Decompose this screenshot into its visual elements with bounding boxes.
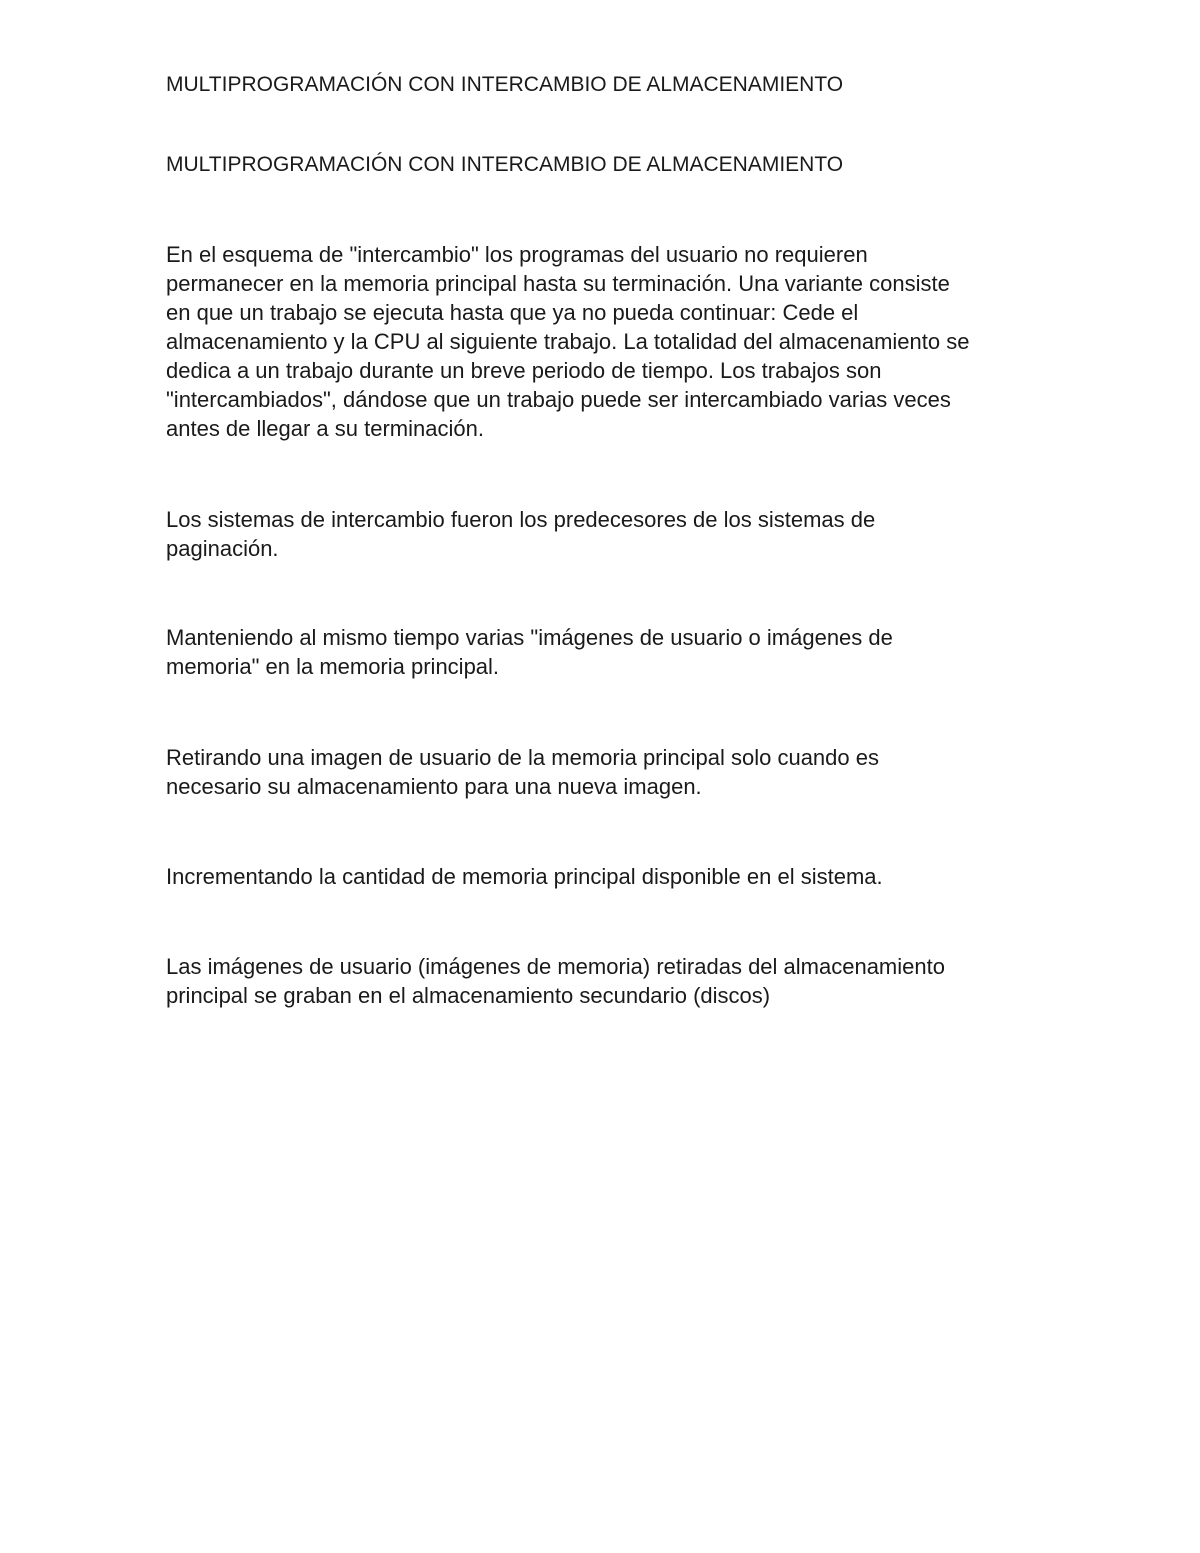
paragraph-predecessors: Los sistemas de intercambio fueron los predecesores de los sistemas de paginación. <box>166 507 876 561</box>
paragraph-user-images: Manteniendo al mismo tiempo varias "imágenes de usuario o imágenes de memoria" en la memoria principal. <box>166 625 893 679</box>
paragraph-intercambio-scheme: En el esquema de "intercambio" los programas del usuario no requieren permanecer en la memoria principal hasta su terminación. Una variante consiste en que un trabajo se ejecuta hasta que ya no pueda continuar: Cede el almacenamiento y la CPU al siguiente trabajo. La totalidad del almacenamiento se dedica a un trabajo durante un breve periodo de tiempo. Los trabajos son "intercambiados", dándose que un trabajo puede ser intercambiado varias veces antes de llegar a su terminación. <box>166 242 970 441</box>
paragraph-secondary-storage: Las imágenes de usuario (imágenes de memoria) retiradas del almacenamiento principal se graban en el almacenamiento secundario (discos) <box>166 954 945 1008</box>
document-title: MULTIPROGRAMACIÓN CON INTERCAMBIO DE ALMACENAMIENTO <box>166 73 844 96</box>
document-subtitle: MULTIPROGRAMACIÓN CON INTERCAMBIO DE ALMACENAMIENTO <box>166 153 844 176</box>
paragraph-increasing-memory: Incrementando la cantidad de memoria principal disponible en el sistema. <box>166 864 883 889</box>
paragraph-removing-image: Retirando una imagen de usuario de la memoria principal solo cuando es necesario su almacenamiento para una nueva imagen. <box>166 745 879 799</box>
